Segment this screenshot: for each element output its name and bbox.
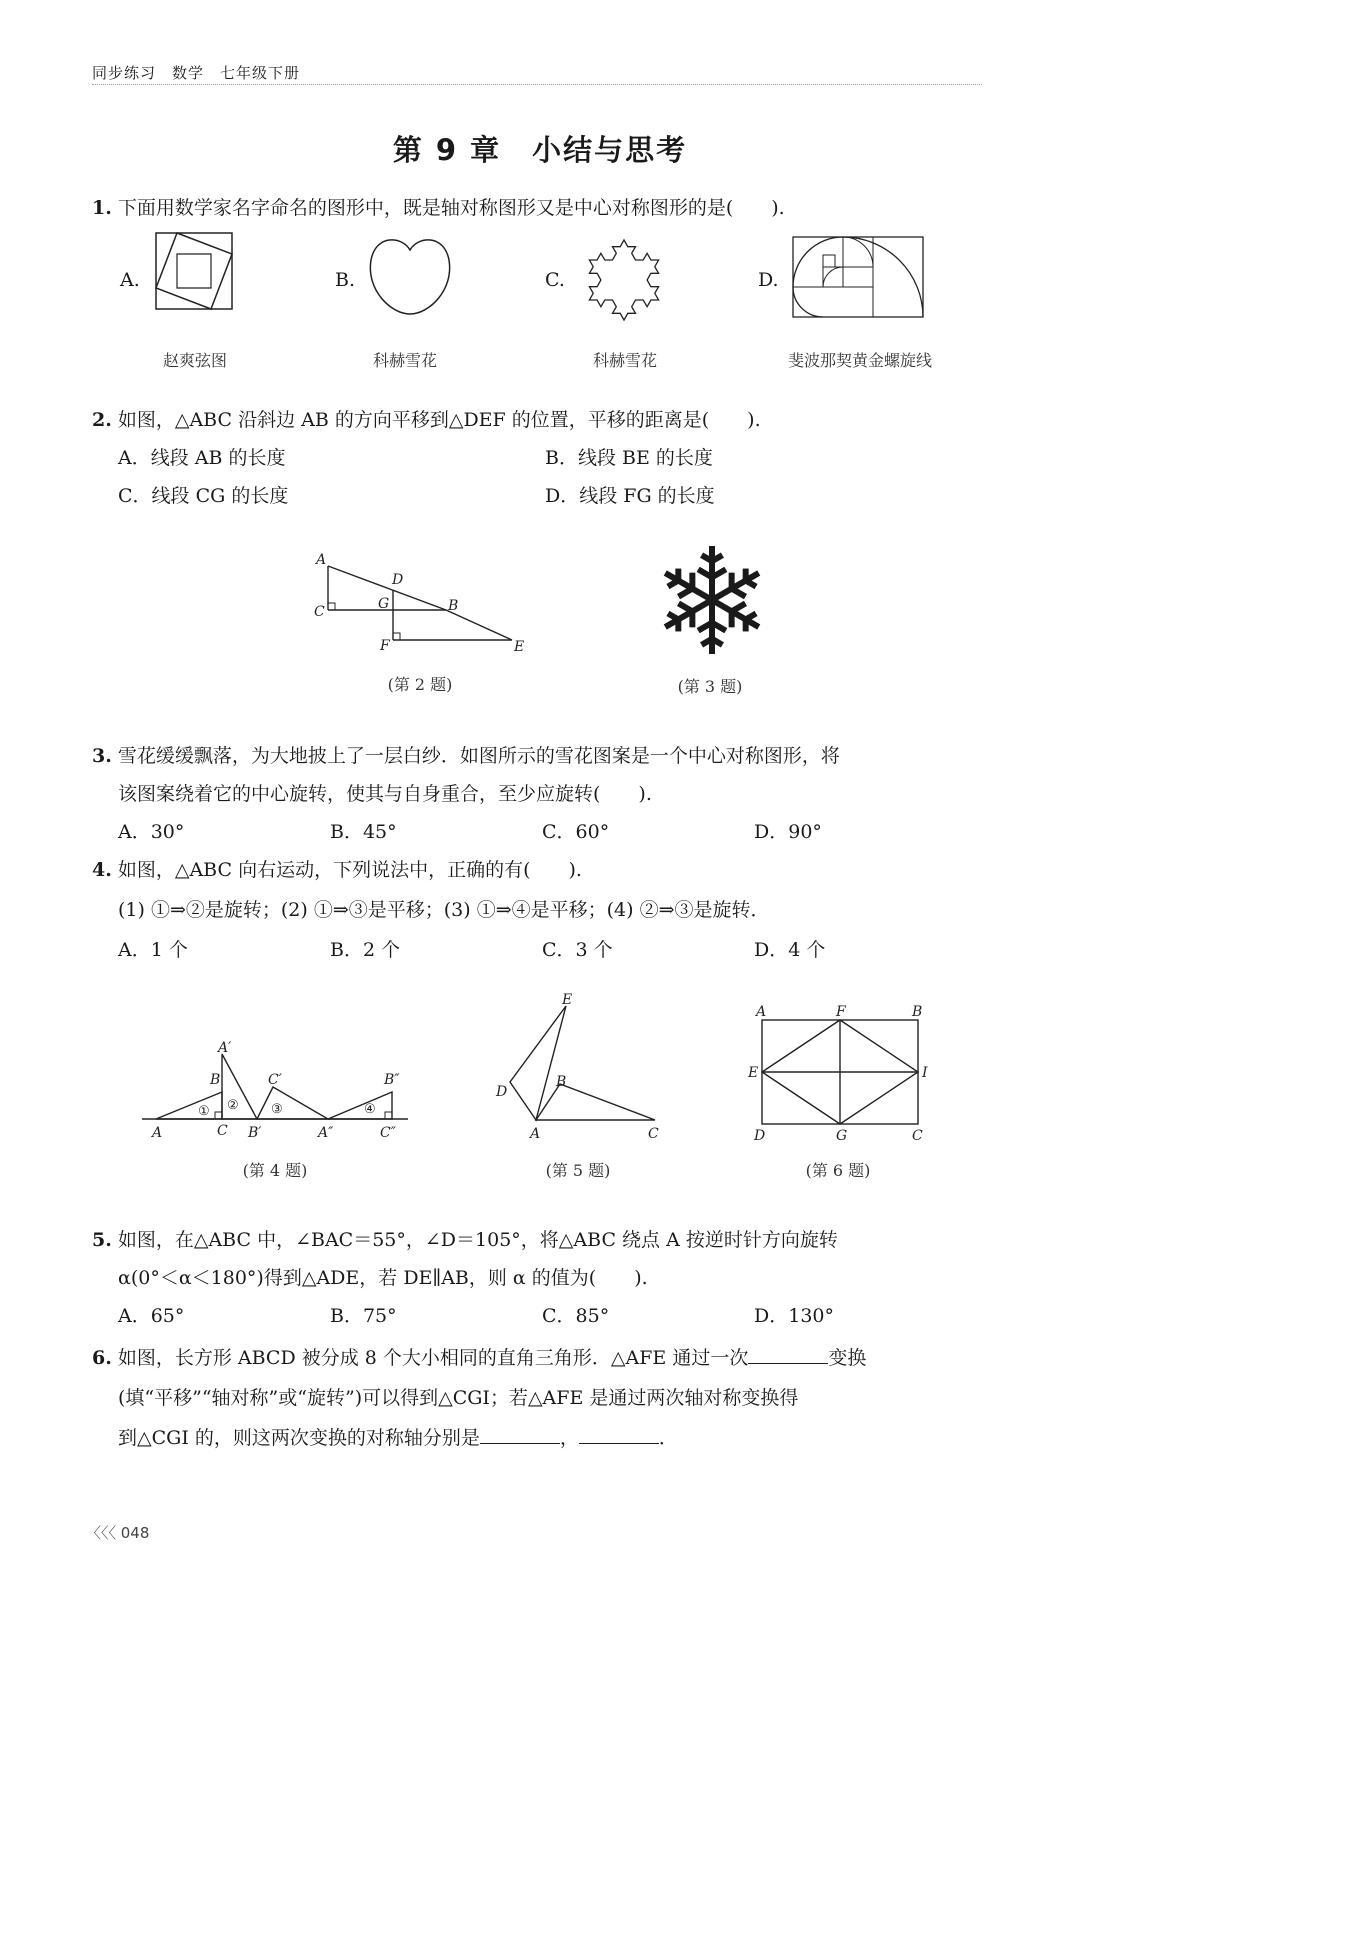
label-a-double: A″ (318, 1125, 334, 1141)
label-b: B (210, 1072, 221, 1088)
q1-caption-d: 斐波那契黄金螺旋线 (787, 351, 932, 370)
q6-text-3a: 到△CGI 的，则这两次变换的对称轴分别是 (118, 1427, 480, 1449)
label-b: B (556, 1074, 567, 1090)
q1-text: 下面用数学家名字命名的图形中，既是轴对称图形又是中心对称图形的是( ). (117, 197, 785, 219)
q6-text-1a: 如图，长方形 ABCD 被分成 8 个大小相同的直角三角形．△AFE 通过一次 (117, 1347, 749, 1369)
q1-stem (92, 194, 785, 222)
q4-option-b: B．2 个 (330, 939, 401, 961)
label-g: G (378, 596, 390, 612)
q6-text-3b: ， (559, 1427, 579, 1449)
fibonacci-spiral (792, 236, 926, 320)
q5-text-1: 如图，在△ABC 中，∠BAC＝55°，∠D＝105°，将△ABC 绕点 A 按逆时针方向旋转 (117, 1229, 838, 1251)
label-a-prime: A′ (218, 1040, 232, 1056)
label-d: D (496, 1084, 508, 1100)
page-number: 〈〈〈 048 (86, 1524, 150, 1542)
q3-stem-line2: 该图案绕着它的中心旋转，使其与自身重合，至少应旋转( ). (118, 783, 652, 805)
q6-number: 6. (92, 1347, 112, 1369)
q1-option-a-letter: A. (120, 269, 140, 291)
label-f: F (380, 638, 390, 654)
q3-number: 3. (92, 745, 112, 767)
q6-blank-2[interactable] (480, 1425, 560, 1444)
koch-snowflake (578, 230, 670, 330)
q3-option-a: A．30° (118, 821, 185, 843)
q4-text: 如图，△ABC 向右运动，下列说法中，正确的有( ). (117, 859, 582, 881)
snowflake-icon (656, 540, 768, 660)
label-f: F (836, 1004, 846, 1020)
q6-blank-3[interactable] (579, 1425, 659, 1444)
region-1: ① (198, 1104, 210, 1119)
q5-option-d: D．130° (754, 1305, 834, 1327)
q4-option-d: D．4 个 (754, 939, 826, 961)
label-e: E (514, 639, 525, 655)
header-rule (92, 84, 982, 85)
q1-option-b-letter: B. (335, 269, 356, 291)
q1-option-d-letter: D. (758, 269, 779, 291)
q3-text-1: 雪花缓缓飘落，为大地披上了一层白纱．如图所示的雪花图案是一个中心对称图形，将 (117, 745, 840, 767)
q6-line2: (填“平移”“轴对称”或“旋转”)可以得到△CGI；若△AFE 是通过两次轴对称变换得 (118, 1387, 799, 1409)
q3-figure-caption: (第 3 题) (677, 677, 743, 696)
q2-option-b: B．线段 BE 的长度 (545, 447, 713, 469)
label-c: C (912, 1128, 923, 1144)
q2-stem (92, 406, 761, 434)
label-b-prime: B′ (248, 1125, 262, 1141)
label-a: A (756, 1004, 767, 1020)
q5-option-b: B．75° (330, 1305, 397, 1327)
q6-blank-1[interactable] (748, 1345, 828, 1364)
q3-option-c: C．60° (542, 821, 610, 843)
label-e: E (562, 992, 573, 1008)
label-b: B (448, 598, 459, 614)
label-g: G (836, 1128, 848, 1144)
q5-number: 5. (92, 1229, 112, 1251)
q3-option-d: D．90° (754, 821, 822, 843)
q4-figure-caption: (第 4 题) (242, 1161, 308, 1180)
q5-figure-caption: (第 5 题) (545, 1161, 611, 1180)
q5-stem-line1 (92, 1226, 838, 1254)
q2-text: 如图，△ABC 沿斜边 AB 的方向平移到△DEF 的位置，平移的距离是( ). (117, 409, 761, 431)
q1-option-c-letter: C. (545, 269, 565, 291)
q2-figure-caption: (第 2 题) (387, 675, 453, 694)
label-c: C (648, 1126, 659, 1142)
region-4: ④ (364, 1102, 376, 1117)
label-e: E (748, 1065, 759, 1081)
label-c: C (314, 604, 325, 620)
label-a: A (152, 1125, 163, 1141)
q1-caption-c: 科赫雪花 (592, 351, 657, 370)
q2-number: 2. (92, 409, 112, 431)
q2-option-c: C．线段 CG 的长度 (118, 485, 289, 507)
q1-caption-a: 赵爽弦图 (162, 351, 227, 370)
label-c-double: C″ (380, 1125, 396, 1141)
q5-option-c: C．85° (542, 1305, 610, 1327)
q5-stem-line2: α(0°＜α＜180°)得到△ADE，若 DE∥AB，则 α 的值为( ). (118, 1267, 648, 1289)
label-c: C (217, 1123, 228, 1139)
q2-option-a: A．线段 AB 的长度 (118, 447, 286, 469)
q1-caption-b: 科赫雪花 (372, 351, 437, 370)
q3-stem-line1 (92, 742, 840, 770)
q5-option-a: A．65° (118, 1305, 185, 1327)
label-a: A (316, 552, 327, 568)
label-a: A (530, 1126, 541, 1142)
q4-number: 4. (92, 859, 112, 881)
q2-option-d: D．线段 FG 的长度 (545, 485, 715, 507)
q6-figure (746, 1000, 936, 1146)
chapter-title: 第 9 章 小结与思考 (392, 133, 688, 167)
q6-figure-caption: (第 6 题) (805, 1161, 871, 1180)
q3-option-b: B．45° (330, 821, 397, 843)
label-c-prime: C′ (268, 1072, 282, 1088)
q4-figure (140, 1036, 420, 1146)
label-d: D (392, 572, 404, 588)
q1-number: 1. (92, 197, 112, 219)
zhao-shuang-diagram (155, 232, 233, 310)
q4-option-a: A．1 个 (118, 939, 188, 961)
label-d: D (754, 1128, 766, 1144)
q4-option-c: C．3 个 (542, 939, 613, 961)
region-3: ③ (271, 1102, 283, 1117)
q2-figure (306, 546, 536, 658)
q5-figure (490, 988, 670, 1146)
label-b: B (912, 1004, 923, 1020)
label-i: I (922, 1065, 928, 1081)
q6-line3 (118, 1424, 678, 1452)
q6-text-1b: 变换 (828, 1347, 867, 1369)
q4-statements: (1) ①⇒②是旋转；(2) ①⇒③是平移；(3) ①⇒④是平移；(4) ②⇒③是旋转． (118, 899, 770, 921)
cardioid-curve (366, 232, 454, 316)
q6-text-3c: ． (658, 1427, 678, 1449)
label-b-double: B″ (384, 1072, 400, 1088)
running-header: 同步练习 数学 七年级下册 (92, 64, 301, 82)
q4-stem (92, 856, 582, 884)
q6-line1 (92, 1344, 866, 1372)
region-2: ② (227, 1098, 239, 1113)
